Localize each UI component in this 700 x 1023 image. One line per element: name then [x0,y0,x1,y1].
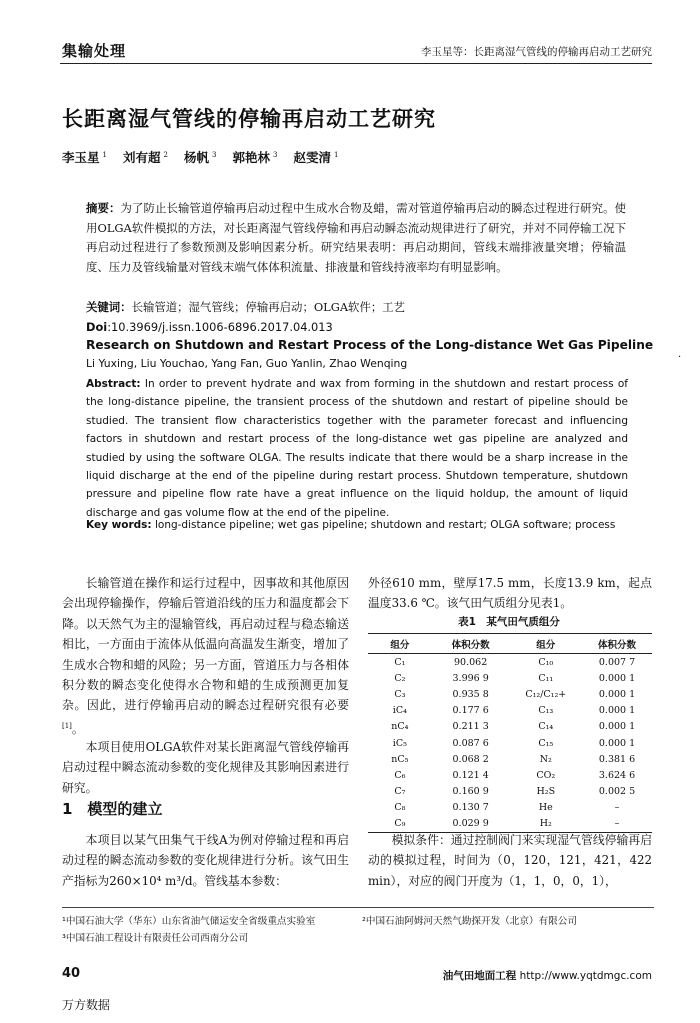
stray-dot: · [678,352,682,363]
table-row [368,767,652,783]
footnote-affiliation: ³中国石油工程设计有限责任公司西南分公司 [62,933,249,944]
table-cell: C₁₅ [538,737,554,749]
footnote-affiliation: ²中国石油阿姆河天然气勘探开发（北京）有限公司 [362,916,577,927]
table-row [368,751,652,767]
table-cell: – [614,802,620,814]
keywords-en [86,516,628,534]
body-paragraph: 本项目使用OLGA软件对某长距离湿气管线停输再启动过程中瞬态流动参数的变化规律及其影响因素进行研究。 [62,740,349,795]
table-cell: nC₄ [391,721,409,733]
footer-journal-name: 油气田地面工程 [442,970,517,982]
table-cell: 0.029 9 [432,816,510,833]
table-cell: C₁₃ [538,705,554,717]
abstract-en-text: In order to prevent hydrate and wax from forming in the shutdown and restart process of the long-distance pipeline, the transient process of the shutdown and restart of pipeline should be studied. The transient flow characteristics together with the parameter forecast and influencing factors in shutdown and restart process of the long-distance wet gas pipeline are analyzed and studied by using the software OLGA. The results indicate that there would be a sharp increase in the liquid discharge at the end of the pipeline during restart process. Shutdown temperature, shutdown pressure and pipeline flow rate have a great influence on the liquid holdup, the amount of liquid discharge and gas volume flow at the end of the pipeline. [86,378,628,519]
keywords-cn-text: 长输管道；湿气管线；停输再启动；OLGA软件；工艺 [131,300,406,314]
author: 李玉星 $^1$ [62,150,107,165]
journal-column-label: 集输处理 [62,42,127,60]
table-cell: C₁₂/C₁₂+ [525,688,567,700]
footnote-rule [62,907,654,908]
table-cell: H₂ [510,816,582,833]
table-row [368,703,652,719]
table-cell: C₁ [394,656,406,668]
abstract-en-label: Abstract: [86,378,141,390]
table-cell: 0.000 1 [598,721,636,733]
source-watermark: 万方数据 [62,998,111,1012]
page-number: 40 [62,966,81,981]
table-cell: 0.381 6 [598,753,636,765]
footer-journal [443,968,652,983]
table-caption: 表1 某气田气质组分 [458,616,560,628]
abstract-en [86,375,628,522]
table-cell: 0.000 1 [598,672,636,684]
table-cell: CO₂ [536,769,556,781]
english-title: Research on Shutdown and Restart Process of the Long-distance Wet Gas Pipeline [86,338,654,352]
footnote-affiliation: ¹中国石油大学（华东）山东省油气储运安全省级重点实验室 [62,916,316,927]
table-cell: C₈ [394,802,406,814]
paper-title: 长距离湿气管线的停输再启动工艺研究 [62,106,436,131]
table-cell: 0.000 1 [598,688,636,700]
table-cell: 0.000 1 [598,737,636,749]
keywords-en-label: Key words: [86,519,152,531]
table-cell: 0.007 7 [598,656,636,668]
header-rule [60,63,652,64]
table-row [368,735,652,751]
body-paragraph: 长输管道在操作和运行过程中，因事故和其他原因会出现停输操作，停输后管道沿线的压力和温度都会下降。以天然气为主的湿输管线，再启动过程与稳态输送相比，一方面由于流体从低温向高温发生渐变，增加了生成水合物和蜡的风险；另一方面，管道压力与各相体积分数的瞬态变化使得水合物和蜡的生成预测更加复杂。因此，进行停输再启动的瞬态过程研究很有必要[1]。 [62,576,349,736]
table-cell: He [538,802,553,814]
keywords-en-text: long-distance pipeline; wet gas pipeline; shutdown and restart; OLGA software; process [154,519,616,531]
table-cell: C₆ [394,769,406,781]
table-cell: C₇ [394,786,406,798]
table-cell: iC₅ [392,737,407,749]
table-body [368,654,652,833]
author-list [62,148,338,166]
table-cell: 0.160 9 [452,786,489,798]
table-header: 体积分数 [432,634,510,654]
author: 郭艳林 $^3$ [232,150,278,165]
english-authors: Li Yuxing, Liu Youchao, Yang Fan, Guo Yanlin, Zhao Wenqing [86,357,408,370]
doi-label: Doi [86,320,108,334]
table-cell: C₂ [394,672,406,684]
table-row [368,784,652,800]
table-cell: 0.002 5 [598,786,636,798]
table-cell: H₂S [536,786,556,798]
table-header: 组分 [510,634,582,654]
author: 刘有超 $^2$ [122,150,168,165]
table-cell: nC₅ [391,753,409,765]
table-cell: C₃ [394,688,406,700]
table-row [368,719,652,735]
table-cell: N₂ [539,753,552,765]
body-paragraph: 本项目以某气田集气干线A为例对停输过程和再启动过程的瞬态流动参数的变化规律进行分析。该气田生产指标为260×10⁴ m³/d。管线基本参数： [62,833,349,888]
table-cell: 0.087 6 [452,737,489,749]
abstract-cn-label: 摘要： [86,201,121,215]
table-row [368,800,652,816]
table-cell: iC₄ [392,705,407,717]
abstract-cn-text: 为了防止长输管道停输再启动过程中生成水合物及蜡，需对管道停输再启动的瞬态过程进行研究。使用OLGA软件模拟的方法，对长距离湿气管线停输和再启动瞬态流动规律进行了研究，并对不同停输工况下再启动过程进行了参数预测及影响因素分析。研究结果表明：再启动期间，管线末端排液量突增；停输温度、压力及管线输量对管线末端气体体积流量、排液量和管线持液率均有明显影响。 [86,201,626,275]
gas-composition-table [368,633,652,833]
keywords-cn-label: 关键词： [86,300,132,314]
table-cell: C₁₁ [538,672,554,684]
table-row [368,670,652,686]
table-cell: C₁₀ [538,656,554,668]
table-cell: 3.624 6 [598,769,636,781]
table-cell: 0.000 1 [598,705,636,717]
keywords-cn [86,298,626,318]
author: 杨帆 $^3$ [183,150,217,165]
table-cell: C₁₄ [538,721,554,733]
table-cell: 0.068 2 [452,753,489,765]
table-cell: – [582,816,652,833]
table-row [368,654,652,671]
table-header: 体积分数 [582,634,652,654]
table-cell: 0.177 6 [452,705,489,717]
table-cell: 0.121 4 [452,769,489,781]
table-row [368,686,652,702]
running-title: 李玉星等：长距离湿气管线的停输再启动工艺研究 [421,46,652,58]
table-header-row [368,634,652,654]
doi-line [86,318,626,338]
table-header: 组分 [368,634,432,654]
footer-url[interactable]: http://www.yqtdmgc.com [519,970,652,982]
citation-ref: [1] [62,721,72,730]
body-paragraph: 模拟条件：通过控制阀门来实现湿气管线停输再启动的模拟过程，时间为（0，120，121，421，422 min），对应的阀门开度为（1，1，0，0，1）， [368,833,652,888]
body-paragraph: 外径610 mm，壁厚17.5 mm，长度13.9 km，起点温度33.6 ℃。该气田气质组分见表1。 [368,576,652,611]
table-cell: C₉ [368,816,432,833]
table-cell: 0.130 7 [452,802,489,814]
author: 赵雯清 $^1$ [293,150,339,165]
table-cell: 90.062 [454,656,488,668]
table-cell: 3.996 9 [452,672,489,684]
table-cell: 0.935 8 [452,688,489,700]
doi-value: :10.3969/j.issn.1006-6896.2017.04.013 [107,320,333,334]
section-heading: 1 模型的建立 [62,800,163,818]
table-cell: 0.211 3 [452,721,489,733]
abstract-cn [86,199,626,278]
